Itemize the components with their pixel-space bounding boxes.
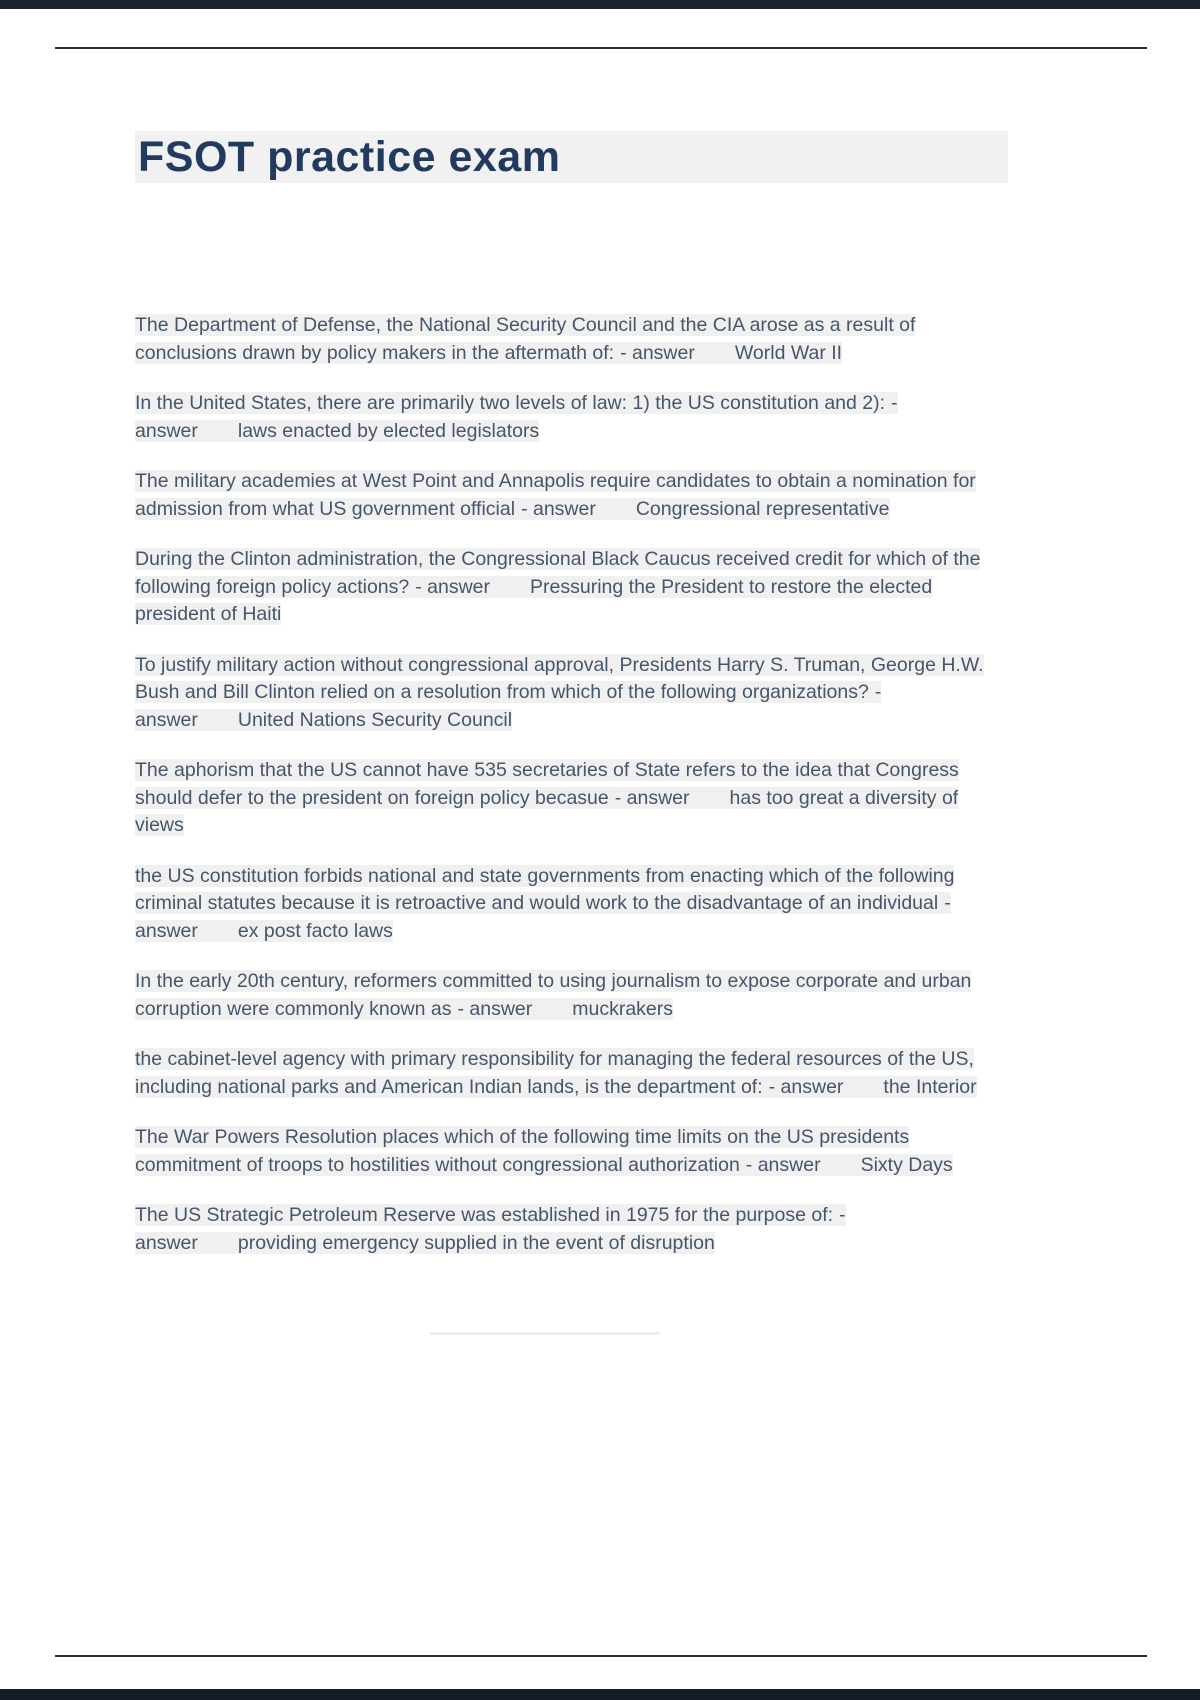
qa-question: The Department of Defense, the National Security Council and the CIA arose as a result of conclusions drawn by policy makers in the aftermath of: — [135, 314, 916, 364]
qa-answer-label: - answer — [451, 998, 532, 1020]
qa-item — [135, 1202, 1008, 1257]
qa-item — [135, 968, 1008, 1023]
qa-item — [135, 652, 1008, 735]
qa-answer: World War II — [695, 342, 842, 364]
qa-answer: the Interior — [843, 1076, 976, 1098]
qa-answer: Pressuring the President to restore the elected president of Haiti — [135, 575, 933, 625]
qa-question: To justify military action without congressional approval, Presidents Harry S. Truman, George H.W. Bush and Bill Clinton relied on a resolution from which of the following organizations? — [135, 653, 984, 703]
qa-question: The War Powers Resolution places which of the following time limits on the US presidents commitment of troops to hostilities without congressional authorization — [135, 1126, 910, 1176]
qa-answer: ex post facto laws — [198, 920, 393, 942]
qa-item — [135, 312, 1008, 367]
qa-question: the US constitution forbids national and state governments from enacting which of the following criminal statutes because it is retroactive and would work to the disadvantage of an individual — [135, 864, 955, 914]
qa-item — [135, 1124, 1008, 1179]
qa-question: The US Strategic Petroleum Reserve was established in 1975 for the purpose of: — [135, 1204, 834, 1226]
qa-answer-label: - answer — [135, 392, 898, 442]
qa-item — [135, 468, 1008, 523]
qa-item — [135, 863, 1008, 946]
qa-question: In the United States, there are primarily two levels of law: 1) the US constitution and 2): — [135, 392, 886, 414]
bottom-rule — [55, 1655, 1147, 1657]
qa-answer: laws enacted by elected legislators — [198, 420, 539, 442]
qa-answer-label: - answer — [614, 342, 695, 364]
qa-item — [135, 546, 1008, 629]
qa-answer: has too great a diversity of views — [135, 786, 959, 836]
highlight-artifact — [430, 1332, 660, 1335]
qa-question: the cabinet-level agency with primary responsibility for managing the federal resources of the US, including national parks and American Indian lands, is the department of: — [135, 1048, 974, 1098]
qa-question: In the early 20th century, reformers committed to using journalism to expose corporate and urban corruption were commonly known as — [135, 970, 972, 1020]
qa-item — [135, 1046, 1008, 1101]
qa-question: During the Clinton administration, the Congressional Black Caucus received credit for which of the following foreign policy actions? — [135, 548, 981, 598]
qa-answer-label: - answer — [135, 681, 882, 731]
qa-item — [135, 390, 1008, 445]
qa-answer-label: - answer — [763, 1076, 844, 1098]
qa-answer-label: - answer — [409, 576, 490, 598]
qa-answer-label: - answer — [609, 787, 690, 809]
document-title: FSOT practice exam — [135, 131, 1008, 183]
qa-answer: providing emergency supplied in the event of disruption — [198, 1232, 715, 1254]
qa-answer: Sixty Days — [821, 1154, 953, 1176]
qa-question: The aphorism that the US cannot have 535 secretaries of State refers to the idea that Congress should defer to the president on foreign policy becasue — [135, 759, 959, 809]
qa-answer-label: - answer — [135, 892, 951, 942]
qa-answer-label: - answer — [135, 1204, 846, 1254]
qa-item — [135, 757, 1008, 840]
qa-answer-label: - answer — [740, 1154, 821, 1176]
qa-question: The military academies at West Point and Annapolis require candidates to obtain a nomination for admission from what US government official — [135, 470, 976, 520]
qa-answer-label: - answer — [515, 498, 596, 520]
qa-answer: United Nations Security Council — [198, 709, 512, 731]
bottom-edge-bar — [0, 1689, 1200, 1700]
qa-list — [135, 312, 1008, 1257]
document-content — [135, 0, 1008, 1280]
qa-answer: muckrakers — [532, 998, 673, 1020]
qa-answer: Congressional representative — [596, 498, 890, 520]
